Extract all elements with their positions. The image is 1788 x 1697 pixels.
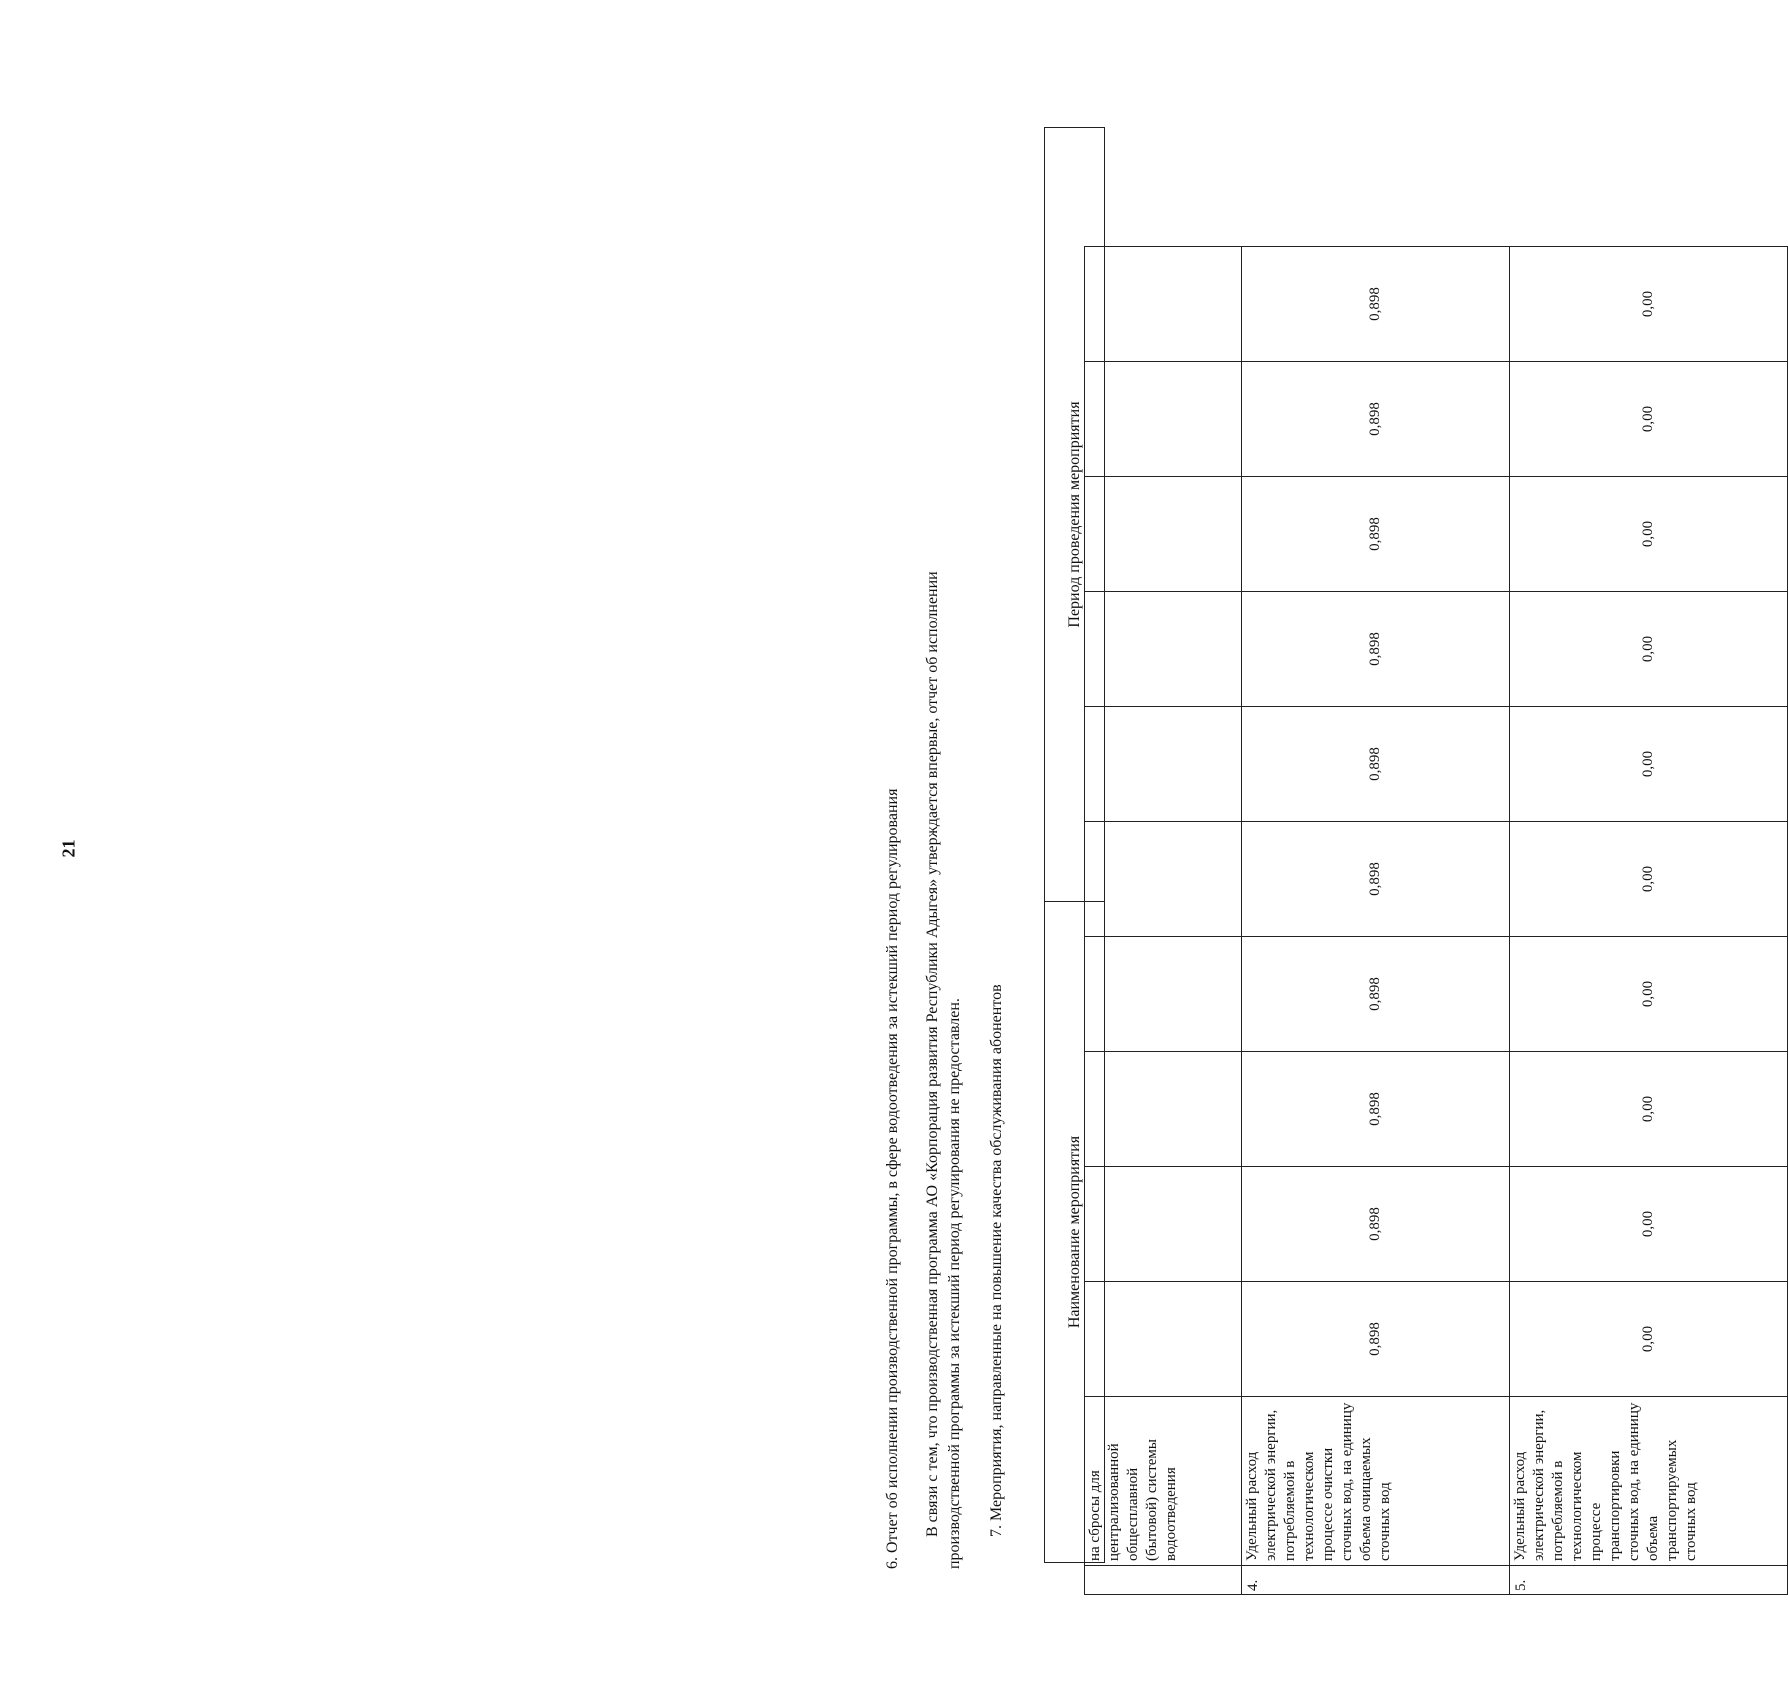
- value-cell: [1242, 1282, 1510, 1397]
- row-number: 4.: [1242, 1566, 1510, 1595]
- value-text: 0,898: [1367, 747, 1383, 781]
- section6-text-line2: производственной программы за истекший период регулирования не предоставлен.: [946, 998, 963, 1569]
- value-text: 0,00: [1640, 750, 1656, 778]
- value-cell: [1510, 247, 1788, 362]
- value-cell: [1510, 937, 1788, 1052]
- measures-col-period: Период проведения мероприятия: [1065, 401, 1083, 628]
- value-cell: [1242, 822, 1510, 937]
- value-cell: [1085, 477, 1242, 592]
- indicators-table: [1084, 246, 1788, 1595]
- indicator-name: на сбросы для централизованной общесплавной (бытовой) системы водоотведения: [1085, 1397, 1242, 1566]
- value-cell: [1242, 707, 1510, 822]
- indicator-name: Удельный расход электрической энергии, потребляемой в технологическом процессе очистки сточных вод, на единицу объема очищаемых сточных вод: [1242, 1397, 1510, 1566]
- table-row: [1510, 247, 1788, 1595]
- section6-heading: 6. Отчет об исполнении производственной программы, в сфере водоотведения за истекший период регулирования: [884, 788, 901, 1569]
- table-row: [1242, 247, 1510, 1595]
- value-text: 0,00: [1640, 1325, 1656, 1353]
- value-cell: [1085, 592, 1242, 707]
- value-text: 0,00: [1640, 1095, 1656, 1123]
- value-cell: [1242, 592, 1510, 707]
- value-cell: [1510, 477, 1788, 592]
- value-text: 0,00: [1640, 980, 1656, 1008]
- row-number: 5.: [1510, 1566, 1788, 1595]
- value-text: 0,898: [1367, 402, 1383, 436]
- value-text: 0,00: [1640, 635, 1656, 663]
- page-number: 21: [58, 839, 79, 858]
- value-cell: [1510, 592, 1788, 707]
- value-cell: [1242, 247, 1510, 362]
- value-cell: [1510, 1167, 1788, 1282]
- measures-col-name: Наименование мероприятия: [1045, 901, 1104, 1562]
- value-cell: [1242, 1052, 1510, 1167]
- value-text: 0,898: [1367, 1092, 1383, 1126]
- table-row: [1085, 247, 1242, 1595]
- value-cell: [1242, 477, 1510, 592]
- value-text: 0,898: [1367, 1322, 1383, 1356]
- value-text: 0,00: [1640, 865, 1656, 893]
- value-cell: [1085, 1282, 1242, 1397]
- measures-table: [1044, 127, 1105, 1563]
- value-text: 0,898: [1367, 862, 1383, 896]
- value-cell: [1242, 937, 1510, 1052]
- value-text: 0,00: [1640, 290, 1656, 318]
- value-cell: [1510, 1052, 1788, 1167]
- value-text: 0,00: [1640, 1210, 1656, 1238]
- value-cell: [1510, 707, 1788, 822]
- row-number: [1085, 1566, 1242, 1595]
- section6-text-line1: В связи с тем, что производственная программа АО «Корпорация развития Республики Адыгея» утверждается впервые, отчет об исполнении: [924, 571, 941, 1537]
- value-cell: [1510, 1282, 1788, 1397]
- value-text: 0,00: [1640, 405, 1656, 433]
- value-cell: [1085, 707, 1242, 822]
- value-cell: [1085, 937, 1242, 1052]
- value-text: 0,898: [1367, 632, 1383, 666]
- value-text: 0,00: [1640, 520, 1656, 548]
- value-cell: [1085, 362, 1242, 477]
- section7-heading: 7. Мероприятия, направленные на повышение качества обслуживания абонентов: [988, 984, 1005, 1537]
- value-cell: [1085, 822, 1242, 937]
- value-cell: [1242, 1167, 1510, 1282]
- value-text: 0,898: [1367, 977, 1383, 1011]
- value-text: 0,898: [1367, 287, 1383, 321]
- value-cell: [1085, 247, 1242, 362]
- indicator-name: Удельный расход электрической энергии, потребляемой в технологическом процессе транспортировки сточных вод, на единицу объема транспортируемых сточных вод: [1510, 1397, 1788, 1566]
- value-cell: [1085, 1167, 1242, 1282]
- value-text: 0,898: [1367, 1207, 1383, 1241]
- value-cell: [1510, 822, 1788, 937]
- value-cell: [1242, 362, 1510, 477]
- value-cell: [1085, 1052, 1242, 1167]
- value-text: 0,898: [1367, 517, 1383, 551]
- value-cell: [1510, 362, 1788, 477]
